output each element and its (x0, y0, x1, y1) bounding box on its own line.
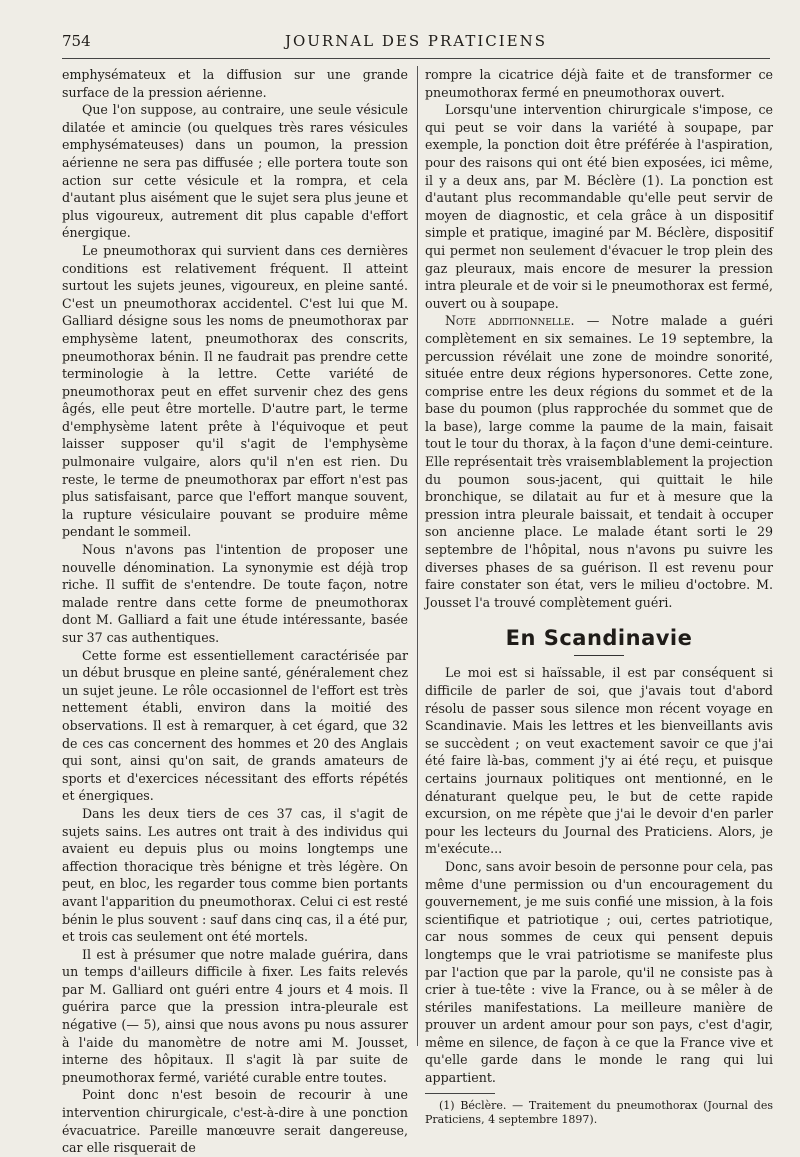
note-label: Note additionnelle. (445, 313, 575, 329)
note-text: — Notre malade a guéri complètement en six semaines. Le 19 septembre, la percussion révélait une zone de moindre sonorité, située entre deux régions hypersonores. Cette zone, comprise entre les deux régions du sommet et de la base du poumon (plus rapprochée du sommet que de la base), large comme la paume de la main, faisait tout le tour du thorax, à la façon d'une demi-ceinture. Elle représentait très vraisemblablement la projection du poumon sous-jacent, qui quittait le hile bronchique, se dilatait au fur et à mesure que la pression intra pleurale baissait, et tendait à occuper son ancienne place. Le malade étant sorti le 29 septembre de l'hôpital, nous n'avons pu suivre les diverses phases de sa guérison. Il est revenu pour faire constater son état, vers le milieu d'octobre. M. Jousset l'a trouvé complètement guéri. (425, 313, 773, 610)
additional-note (425, 312, 773, 611)
header-rule (62, 58, 770, 59)
paragraph: Que l'on suppose, au contraire, une seule vésicule dilatée et amincie (ou quelques très rares vésicules emphysémateuses) dans un poumon, la pression aérienne ne sera pas diffusée ; elle portera toute son action sur cette vésicule et la rompra, et cela d'autant plus aisément que le sujet sera plus jeune et plus vigoureux, autrement dit plus capable d'effort énergique. (62, 102, 408, 241)
journal-title: JOURNAL DES PRATICIENS (284, 32, 548, 50)
footnote (425, 1099, 773, 1127)
left-column (62, 66, 408, 1157)
section-rule (574, 655, 624, 656)
paragraph: Le pneumothorax qui survient dans ces dernières conditions est relativement fréquent. Il atteint surtout les sujets jeunes, vigoureux, en pleine santé. C'est un pneumothorax accidentel. C'est lui que M. Galliard désigne sous les noms de pneumothorax par emphysème latent, pneumothorax des conscrits, pneumothorax bénin. Il ne faudrait pas prendre cette terminologie à la lettre. Cette variété de pneumothorax peut en effet survenir chez des gens âgés, elle peut être mortelle. D'autre part, le terme d'emphysème latent prête à l'équivoque et peut laisser supposer qu'il s'agit de l'emphysème pulmonaire vulgaire, alors qu'il n'en est rien. Du reste, le terme de pneumothorax par effort n'est pas plus satisfaisant, parce que l'effort manque souvent, la rupture vésiculaire pouvant se produire même pendant le sommeil. (62, 242, 408, 540)
paragraph: Point donc n'est besoin de recourir à une intervention chirurgicale, c'est-à-dire à une ponction évacuatrice. Pareille manœuvre serait dangereuse, car elle risquerait de (62, 1087, 408, 1156)
paragraph: Nous n'avons pas l'intention de proposer une nouvelle dénomination. La synonymie est déjà trop riche. Il suffit de s'entendre. De toute façon, notre malade rentre dans cette forme de pneumothorax dont M. Galliard a fait une étude intéressante, basée sur 37 cas authentiques. (62, 542, 408, 645)
column-divider (417, 66, 418, 1046)
paragraph: Lorsqu'une intervention chirurgicale s'impose, ce qui peut se voir dans la variété à soupape, par exemple, la ponction doit être préférée à l'aspiration, pour des raisons qui ont été bien exposées, ici même, il y a deux ans, par M. Béclère (1). La ponction est d'autant plus recommandable qu'elle peut servir de moyen de diagnostic, et cela grâce à un dispositif simple et pratique, imaginé par M. Béclère, dispositif qui permet non seulement d'évacuer le trop plein des gaz pleuraux, mais encore de mesurer la pression intra pleurale et de voir si le pneumothorax est fermé, ouvert ou à soupape. (425, 102, 773, 311)
paragraph: Il est à présumer que notre malade guérira, dans un temps d'ailleurs difficile à fixer. Les faits relevés par M. Galliard ont guéri entre 4 jours et 4 mois. Il guérira parce que la pression intra-pleurale est négative (— 5), ainsi que nous avons pu nous assurer à l'aide du manomètre de notre ami M. Jousset, interne des hôpitaux. Il s'agit là par suite de pneumothorax fermé, variété curable entre toutes. (62, 946, 408, 1085)
footnote-text: (1) Béclère. — Traitement du pneumothorax (Journal des Praticiens, 4 septembre 1897). (425, 1098, 773, 1126)
paragraph: emphysémateux et la diffusion sur une grande surface de la pression aérienne. (62, 67, 408, 100)
right-column (425, 66, 773, 1127)
paragraph: Cette forme est essentiellement caractérisée par un début brusque en pleine santé, généralement chez un sujet jeune. Le rôle occasionnel de l'effort est très nettement établi, environ dans la moitié des observations. Il est à remarquer, à cet égard, que 32 de ces cas concernent des hommes et 20 des Anglais qui sont, ainsi qu'on sait, de grands amateurs de sports et d'exercices nécessitant des efforts répétés et énergiques. (62, 647, 408, 804)
footnote-rule (425, 1093, 495, 1094)
paragraph: Dans les deux tiers de ces 37 cas, il s'agit de sujets sains. Les autres ont trait à des individus qui avaient eu depuis plus ou moins longtemps une affection thoracique très bénigne et très légère. On peut, en bloc, les regarder tous comme bien portants avant l'apparition du pneumothorax. Celui ci est resté bénin le plus souvent : sauf dans cinq cas, il a été pur, et trois cas seulement ont été mortels. (62, 805, 408, 945)
section-title: En Scandinavie (505, 626, 693, 651)
page-header (62, 30, 770, 52)
page-number: 754 (62, 32, 91, 50)
paragraph: Le moi est si haïssable, il est par conséquent si difficile de parler de soi, que j'avais tout d'abord résolu de passer sous silence mon récent voyage en Scandinavie. Mais les lettres et les bienveillants avis se succèdent ; on veut exactement savoir ce que j'ai été faire là-bas, comment j'y ai été reçu, et puisque certains journaux politiques ont mentionné, en le dénaturant quelque peu, le but de cette rapide excursion, on me répète que j'ai le devoir d'en parler pour les lecteurs du Journal des Praticiens. Alors, je m'exécute... (425, 665, 773, 857)
paragraph: Donc, sans avoir besoin de personne pour cela, pas même d'une permission ou d'un encouragement du gouvernement, je me suis confié une mission, à la fois scientifique et patriotique ; oui, certes patriotique, car nous sommes de ceux qui pensent depuis longtemps que le vrai patriotisme se manifeste plus par l'action que par la parole, qu'il ne consiste pas à crier à tue-tête : vive la France, ou à se mêler à de stériles manifestations. La meilleure manière de prouver un ardent amour pour son pays, c'est d'agir, même en silence, de façon à ce que la France vive et qu'elle garde dans le monde le rang qui lui appartient. (425, 858, 773, 1086)
paragraph: rompre la cicatrice déjà faite et de transformer ce pneumothorax fermé en pneumothorax ouvert. (425, 67, 773, 100)
